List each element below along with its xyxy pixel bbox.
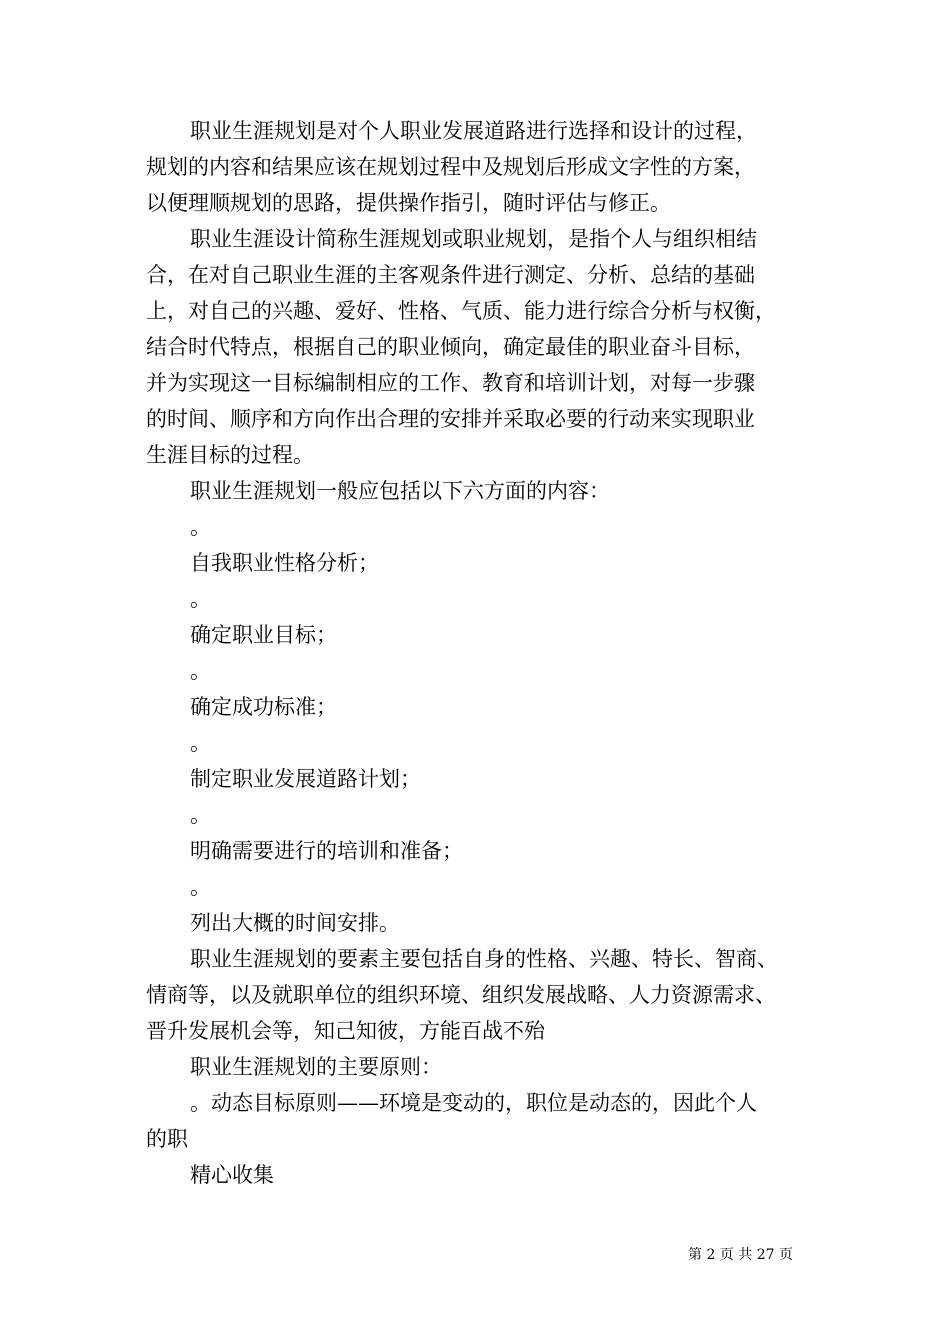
text-line: 结合时代特点，根据自己的职业倾向，确定最佳的职业奋斗目标， xyxy=(146,335,755,359)
document-body xyxy=(146,113,826,1193)
text-line: 职业生涯规划是对个人职业发展道路进行选择和设计的过程， xyxy=(190,119,757,143)
page-number-footer: 第 2 页 共 27 页 xyxy=(688,1247,793,1263)
list-bullet: 。 xyxy=(190,731,211,755)
principle-dynamic-goal xyxy=(146,1085,826,1157)
list-intro xyxy=(146,473,826,509)
list-item: 制定职业发展道路计划； xyxy=(190,767,421,791)
content-list xyxy=(146,509,826,941)
list-item: 明确需要进行的培训和准备； xyxy=(190,839,463,863)
list-item: 自我职业性格分析； xyxy=(190,551,379,575)
text-line: 以便理顺规划的思路，提供操作指引，随时评估与修正。 xyxy=(146,191,671,215)
list-item: 确定成功标准； xyxy=(190,695,337,719)
paragraph-design xyxy=(146,221,826,473)
text-line: 晋升发展机会等，知己知彼，方能百战不殆 xyxy=(146,1019,545,1043)
text-line: 精心收集 xyxy=(190,1163,274,1187)
text-line: 生涯目标的过程。 xyxy=(146,443,314,467)
list-bullet: 。 xyxy=(190,587,211,611)
text-line: 职业生涯设计简称生涯规划或职业规划，是指个人与组织相结 xyxy=(190,227,757,251)
text-line: 职业生涯规划的主要原则： xyxy=(190,1055,442,1079)
paragraph-definition xyxy=(146,113,826,221)
text-line: 情商等，以及就职单位的组织环境、组织发展战略、人力资源需求、 xyxy=(146,983,776,1007)
collected-note xyxy=(146,1157,826,1193)
text-line: 的时间、顺序和方向作出合理的安排并采取必要的行动来实现职业 xyxy=(146,407,755,431)
list-bullet: 。 xyxy=(190,659,211,683)
list-bullet: 。 xyxy=(190,803,211,827)
list-item: 列出大概的时间安排。 xyxy=(190,911,400,935)
text-line: 合，在对自己职业生涯的主客观条件进行测定、分析、总结的基础 xyxy=(146,263,755,287)
text-line: 规划的内容和结果应该在规划过程中及规划后形成文字性的方案， xyxy=(146,155,755,179)
text-line: 上，对自己的兴趣、爱好、性格、气质、能力进行综合分析与权衡， xyxy=(146,299,776,323)
list-item: 确定职业目标； xyxy=(190,623,337,647)
list-bullet: 。 xyxy=(190,875,211,899)
principles-heading xyxy=(146,1049,826,1085)
text-line: 。动态目标原则——环境是变动的，职位是动态的，因此个人 xyxy=(190,1091,757,1115)
text-line: 并为实现这一目标编制相应的工作、教育和培训计划，对每一步骤 xyxy=(146,371,755,395)
list-bullet: 。 xyxy=(190,515,211,539)
text-line: 职业生涯规划一般应包括以下六方面的内容： xyxy=(190,479,610,503)
paragraph-elements xyxy=(146,941,826,1049)
text-line: 职业生涯规划的要素主要包括自身的性格、兴趣、特长、智商、 xyxy=(190,947,778,971)
text-line: 的职 xyxy=(146,1127,188,1151)
